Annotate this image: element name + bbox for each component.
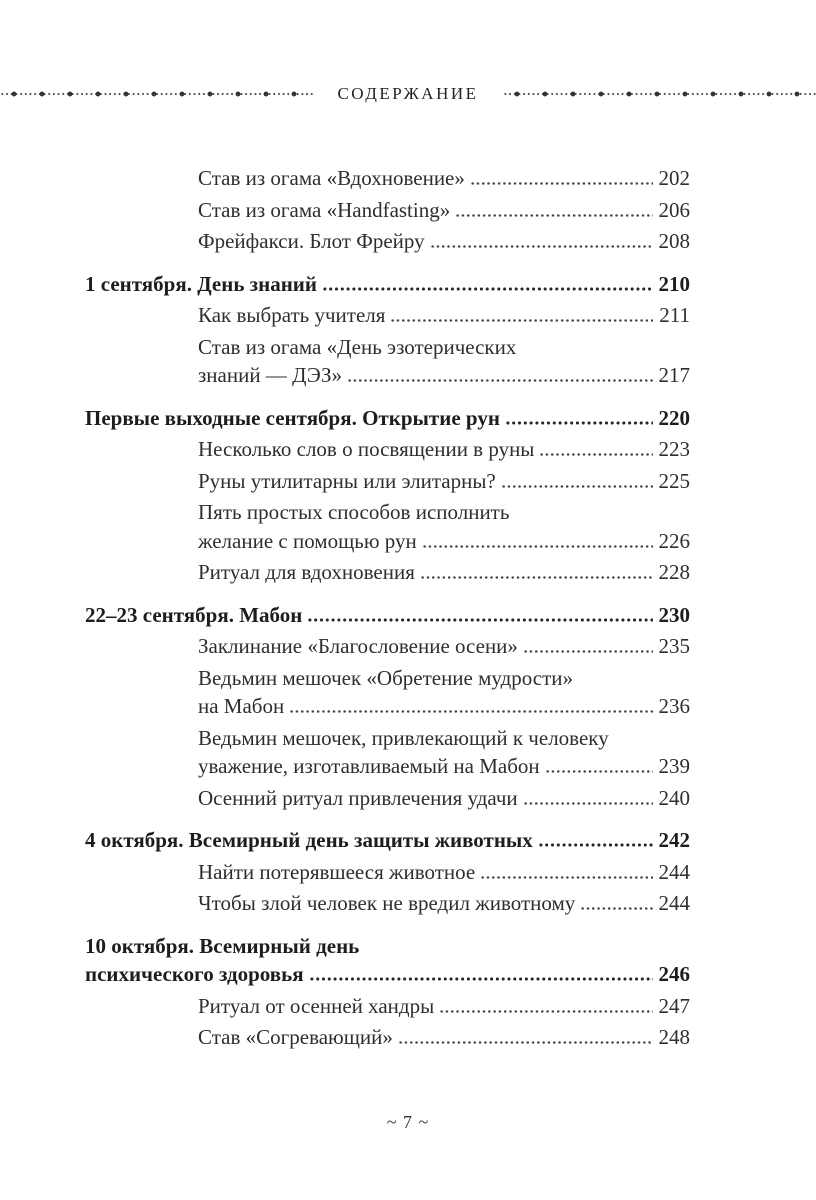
dot-leader — [309, 977, 653, 981]
toc-entry-section — [85, 601, 690, 630]
dot-leader — [480, 876, 652, 879]
toc-entry-title: Как выбрать учителя — [198, 303, 386, 327]
toc-entry-line — [198, 333, 690, 362]
toc-page-number: 242 — [658, 828, 690, 852]
dot-leader — [289, 710, 652, 713]
toc-page-number: 246 — [658, 962, 690, 986]
toc-entry-title: 1 сентября. День знаний — [85, 271, 318, 296]
toc-page-number: 225 — [658, 468, 690, 493]
toc-entry-title: Руны утилитарны или элитарны? — [198, 468, 496, 493]
toc-entry-title: Ведьмин мешочек «Обретение мудрости» — [198, 665, 574, 690]
toc-page-number: 239 — [658, 754, 690, 778]
toc-page-number: 244 — [658, 891, 690, 915]
dot-leader — [398, 1041, 653, 1044]
toc-entry-title: Заклинание «Благословение осени» — [198, 634, 518, 658]
toc-entry-title: Несколько слов о посвящении в руны — [198, 437, 535, 461]
dot-leader — [470, 182, 653, 185]
toc-entry — [85, 724, 690, 781]
dot-leader — [439, 1010, 652, 1013]
dot-leader — [523, 650, 653, 653]
dotted-ornament-right — [503, 90, 816, 98]
toc-entry — [85, 227, 690, 256]
dot-leader — [420, 576, 653, 579]
toc-page-number: 208 — [658, 229, 690, 253]
toc-page-number: 230 — [658, 602, 690, 627]
toc-entry-line — [198, 361, 690, 390]
toc-page-number: 248 — [658, 1025, 690, 1049]
toc-entry-title: Осенний ритуал привлечения удачи — [198, 785, 518, 810]
toc-entry-line — [198, 435, 690, 464]
dot-leader — [580, 907, 652, 910]
dot-leader — [545, 770, 653, 773]
toc-entry-section — [85, 826, 690, 855]
toc-entry-title: Найти потерявшееся животное — [198, 859, 476, 884]
toc-entry-title: знаний — ДЭЗ» — [198, 363, 343, 387]
dot-leader — [455, 214, 652, 217]
toc-page-number: 223 — [658, 437, 690, 461]
toc-entry-title: на Мабон — [198, 694, 285, 718]
toc-entry-line — [85, 601, 690, 630]
dot-leader — [322, 287, 652, 291]
toc-list — [0, 164, 816, 1052]
toc-page-number: 235 — [658, 634, 690, 658]
toc-page-number: 226 — [658, 528, 690, 553]
dot-leader — [390, 319, 653, 322]
toc-page-number: 244 — [658, 859, 690, 884]
toc-page-number: 240 — [658, 785, 690, 810]
toc-entry-line — [198, 889, 690, 918]
dot-leader — [307, 618, 652, 622]
toc-entry-title: Фрейфакси. Блот Фрейру — [198, 229, 425, 253]
toc-page-number: 211 — [659, 303, 690, 327]
toc-entry-title: Став из огама «Вдохновение» — [198, 166, 465, 190]
toc-page-number: 220 — [658, 405, 690, 430]
toc-page-number: 202 — [658, 166, 690, 190]
toc-entry-section — [85, 932, 690, 989]
toc-entry — [85, 498, 690, 555]
toc-entry — [85, 435, 690, 464]
toc-entry-line — [198, 301, 690, 330]
toc-entry-line — [198, 784, 690, 813]
toc-entry-title: 10 октября. Всемирный день — [85, 933, 360, 958]
dot-leader — [430, 245, 653, 248]
toc-entry-section — [85, 404, 690, 433]
toc-entry-title: Став из огама «Handfasting» — [198, 197, 451, 222]
toc-entry-title: Став «Согревающий» — [198, 1025, 393, 1049]
toc-entry-title: психического здоровья — [85, 962, 304, 986]
toc-entry-line — [198, 164, 690, 193]
toc-entry-title: Пять простых способов исполнить — [198, 500, 510, 524]
toc-entry-title: 4 октября. Всемирный день защиты животных — [85, 828, 533, 852]
toc-entry-line — [198, 692, 690, 721]
dot-leader — [538, 843, 653, 847]
toc-entry-line — [198, 227, 690, 256]
toc-entry — [85, 889, 690, 918]
toc-entry-line — [85, 932, 690, 961]
toc-entry-line — [198, 558, 690, 587]
toc-entry-line — [198, 858, 690, 887]
toc-entry — [85, 558, 690, 587]
toc-entry-title: уважение, изготавливаемый на Мабон — [198, 754, 540, 778]
toc-entry — [85, 858, 690, 887]
toc-header — [0, 0, 816, 104]
dot-leader — [539, 453, 652, 456]
page-title: СОДЕРЖАНИЕ — [337, 84, 479, 103]
dot-leader — [523, 802, 653, 805]
toc-entry-line — [198, 664, 690, 693]
toc-entry-line — [85, 404, 690, 433]
toc-entry-line — [198, 1023, 690, 1052]
toc-entry-title: Ведьмин мешочек, привлекающий к человеку — [198, 725, 609, 750]
toc-entry-line — [198, 196, 690, 225]
toc-entry — [85, 632, 690, 661]
toc-entry-title: Чтобы злой человек не вредил животному — [198, 891, 576, 915]
toc-entry-line — [198, 632, 690, 661]
toc-entry-line — [198, 724, 690, 753]
toc-entry-line — [85, 826, 690, 855]
dot-leader — [505, 421, 653, 425]
toc-entry — [85, 467, 690, 496]
toc-entry — [85, 333, 690, 390]
toc-entry-line — [198, 752, 690, 781]
toc-entry-title: Ритуал от осенней хандры — [198, 993, 435, 1018]
toc-entry-title: Став из огама «День эзотерических — [198, 334, 517, 359]
toc-page-number: 206 — [658, 197, 690, 222]
dot-leader — [501, 485, 653, 488]
toc-entry — [85, 164, 690, 193]
toc-page-number: 236 — [658, 694, 690, 718]
toc-entry-section — [85, 270, 690, 299]
toc-entry-line — [85, 960, 690, 989]
toc-entry-title: Ритуал для вдохновения — [198, 560, 415, 584]
dot-leader — [347, 379, 652, 382]
toc-page-number: 228 — [658, 560, 690, 584]
toc-entry-line — [198, 992, 690, 1021]
toc-entry-title: желание с помощью рун — [198, 528, 417, 553]
toc-entry — [85, 664, 690, 721]
toc-entry-line — [198, 467, 690, 496]
toc-entry-title: 22–23 сентября. Мабон — [85, 602, 303, 627]
toc-page-number: 210 — [658, 271, 690, 296]
dot-leader — [422, 545, 653, 548]
toc-page-number: 247 — [658, 993, 690, 1018]
toc-entry — [85, 301, 690, 330]
dotted-ornament-left — [0, 90, 313, 98]
page-number: ~ 7 ~ — [386, 1111, 430, 1132]
toc-entry — [85, 1023, 690, 1052]
toc-entry-line — [198, 498, 690, 527]
page-footer — [0, 1112, 816, 1133]
toc-entry — [85, 196, 690, 225]
toc-entry — [85, 992, 690, 1021]
toc-page-number: 217 — [658, 363, 690, 387]
toc-entry — [85, 784, 690, 813]
toc-entry-title: Первые выходные сентября. Открытие рун — [85, 405, 500, 430]
toc-entry-line — [198, 527, 690, 556]
toc-entry-line — [85, 270, 690, 299]
